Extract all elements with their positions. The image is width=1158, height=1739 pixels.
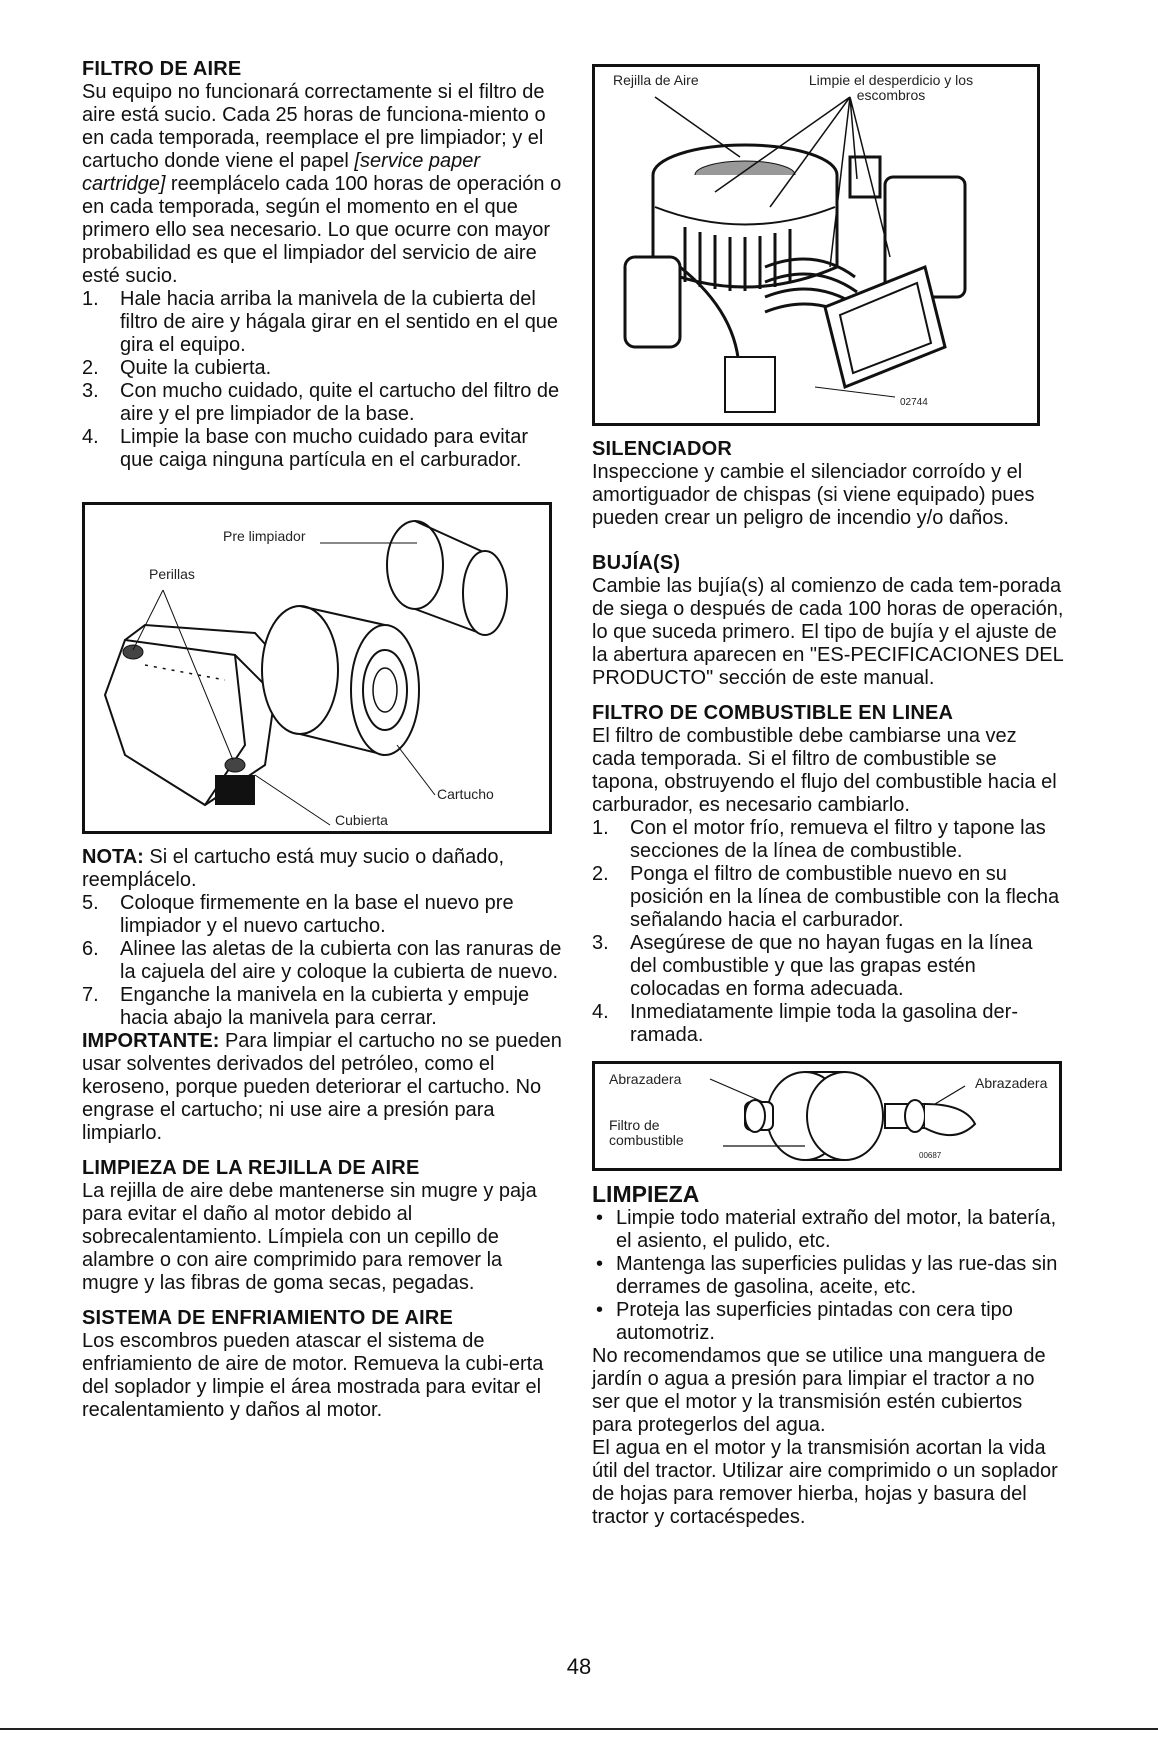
engine-figure bbox=[592, 64, 1040, 426]
section-title-filtro-aire: FILTRO DE AIRE bbox=[82, 58, 242, 80]
label-perillas: Perillas bbox=[149, 566, 195, 582]
combustible-text: El filtro de combustible debe cambiarse una vez cada temporada. Si el filtro de combustible se tapona, obstruyendo el flujo del combustible hacia el carburador, es necesario cambiarlo. bbox=[592, 725, 1057, 816]
limpieza-para-2: El agua en el motor y la transmisión acortan la vida útil del tractor. Utilizar aire comprimido o un soplador de hojas para remover hierba, hojas y basura del tractor y cortacéspedes. bbox=[592, 1437, 1058, 1528]
nota-label: NOTA: bbox=[82, 846, 144, 868]
step-text: Hale hacia arriba la manivela de la cubierta del filtro de aire y hágala girar en el sentido en el que gira el equipo. bbox=[120, 288, 559, 356]
step-text: Alinee las aletas de la cubierta con las ranuras de la cajuela del aire y coloque la cubierta de nuevo. bbox=[120, 938, 562, 983]
step-text: Con el motor frío, remueva el filtro y tapone las secciones de la línea de combustible. bbox=[630, 817, 1046, 862]
step-text: Con mucho cuidado, quite el cartucho del filtro de aire y el pre limpiador de la base. bbox=[120, 380, 560, 425]
step-number: 4. bbox=[592, 1001, 609, 1023]
list-item bbox=[592, 817, 1064, 863]
step-number: 6. bbox=[82, 938, 99, 960]
steps-list-a bbox=[82, 288, 564, 472]
label-filtro-de-combustible: Filtro de combustible bbox=[609, 1117, 684, 1148]
list-item bbox=[82, 938, 564, 984]
list-item bbox=[82, 357, 564, 380]
step-number: 1. bbox=[592, 817, 609, 839]
label-limpie-desperdicio: Limpie el desperdicio y los escombros bbox=[808, 72, 974, 103]
fuel-filter-figure bbox=[592, 1061, 1062, 1171]
nota-paragraph bbox=[82, 846, 564, 892]
list-item bbox=[82, 984, 564, 1030]
limpieza-para-1: No recomendamos que se utilice una manguera de jardín o agua a presión para limpiar el tractor a no ser que el motor y la transmisión estén cubiertos para protegerlos del agua. bbox=[592, 1345, 1046, 1436]
section-title-rejilla: LIMPIEZA DE LA REJILLA DE AIRE bbox=[82, 1157, 420, 1179]
steps-list-combustible bbox=[592, 817, 1064, 1047]
label-pre-limpiador: Pre limpiador bbox=[223, 528, 306, 544]
label-abrazadera-left: Abrazadera bbox=[609, 1071, 682, 1087]
enfriamiento-text: Los escombros pueden atascar el sistema de enfriamiento de aire de motor. Remueva la cubi-erta del soplador y limpie el área mostrada para evitar el recalentamiento y daños al motor. bbox=[82, 1330, 544, 1421]
importante-paragraph bbox=[82, 1030, 564, 1145]
step-number: 1. bbox=[82, 288, 99, 310]
list-item: • Limpie todo material extraño del motor, la batería, el asiento, el pulido, etc. bbox=[592, 1207, 1064, 1253]
importante-text: Para limpiar el cartucho no se pueden usar solventes derivados del petróleo, como el keroseno, porque pueden deteriorar el cartucho. No engrase el cartucho; ni use aire a presión para limpiarlo. bbox=[82, 1030, 562, 1144]
label-rejilla-de-aire: Rejilla de Aire bbox=[613, 72, 699, 88]
left-column bbox=[82, 58, 564, 1422]
bujias-text: Cambie las bujía(s) al comienzo de cada tem-porada de siega o después de cada 100 horas de operación, lo que suceda primero. El tipo de bujía y el ajuste de la abertura aparecen en "ES-PECIFICACIONES DEL PRODUCTO" sección de este manual. bbox=[592, 575, 1064, 689]
step-number: 5. bbox=[82, 892, 99, 914]
intro-text-1: Su equipo no funcionará correctamente si el filtro de aire está sucio. Cada 25 horas de funciona-miento o en cada temporada, reemplace el pre limpiador; y el cartucho donde viene el papel bbox=[82, 81, 546, 172]
figure-code: 00687 bbox=[919, 1151, 942, 1160]
rejilla-text: La rejilla de aire debe mantenerse sin mugre y paja para evitar el daño al motor debido al sobrecalentamiento. Límpiela con un cepillo de alambre o con aire comprimido para remover la mugre y las fibras de goma secas, pegadas. bbox=[82, 1180, 537, 1294]
figure-code: 02744 bbox=[900, 397, 928, 408]
step-number: 3. bbox=[82, 380, 99, 402]
nota-text: Si el cartucho está muy sucio o dañado, reemplácelo. bbox=[82, 846, 505, 891]
list-item bbox=[592, 1001, 1064, 1047]
step-text: Asegúrese de que no hayan fugas en la línea del combustible y que las grapas estén colocadas en forma adecuada. bbox=[630, 932, 1033, 1000]
step-number: 7. bbox=[82, 984, 99, 1006]
section-title-limpieza: LIMPIEZA bbox=[592, 1181, 700, 1207]
step-text: Quite la cubierta. bbox=[120, 357, 272, 379]
step-text: Limpie la base con mucho cuidado para evitar que caiga ninguna partícula en el carburador. bbox=[120, 426, 529, 471]
label-cubierta: Cubierta bbox=[335, 812, 388, 828]
list-item bbox=[592, 863, 1064, 932]
bottom-rule bbox=[0, 1728, 1158, 1730]
step-number: 3. bbox=[592, 932, 609, 954]
step-number: 2. bbox=[82, 357, 99, 379]
list-item bbox=[82, 892, 564, 938]
step-text: Ponga el filtro de combustible nuevo en su posición en la línea de combustible con la flecha señalando hacia el carburador. bbox=[630, 863, 1060, 931]
section-title-enfriamiento: SISTEMA DE ENFRIAMIENTO DE AIRE bbox=[82, 1307, 454, 1329]
limpieza-bullets bbox=[592, 1207, 1064, 1345]
right-column bbox=[592, 64, 1064, 1529]
steps-list-b bbox=[82, 892, 564, 1030]
section-title-silenciador: SILENCIADOR bbox=[592, 438, 732, 460]
air-filter-illustration bbox=[85, 505, 549, 831]
list-item bbox=[82, 426, 564, 472]
step-text: Inmediatamente limpie toda la gasolina der-ramada. bbox=[630, 1001, 1018, 1046]
intro-italic: [service paper cartridge] bbox=[82, 150, 481, 195]
silenciador-text: Inspeccione y cambie el silenciador corroído y el amortiguador de chispas (si viene equipado) pues pueden crear un peligro de incendio y/o daños. bbox=[592, 461, 1035, 529]
filtro-aire-intro bbox=[82, 81, 564, 288]
label-abrazadera-right: Abrazadera bbox=[975, 1075, 1048, 1091]
page-number: 48 bbox=[566, 1654, 592, 1679]
list-item bbox=[592, 932, 1064, 1001]
importante-label: IMPORTANTE: bbox=[82, 1030, 220, 1052]
list-item bbox=[82, 288, 564, 357]
air-filter-figure bbox=[82, 502, 552, 834]
step-text: Coloque firmemente en la base el nuevo pre limpiador y el nuevo cartucho. bbox=[120, 892, 514, 937]
list-item: • Mantenga las superficies pulidas y las rue-das sin derrames de gasolina, aceite, etc. bbox=[592, 1253, 1064, 1299]
intro-text-2: reemplácelo cada 100 horas de operación o en cada temporada, según el momento en el que primero ello sea necesario. Lo que ocurre con mayor probabilidad es que el limpiador del servicio de aire esté sucio. bbox=[82, 173, 562, 287]
section-title-combustible: FILTRO DE COMBUSTIBLE EN LINEA bbox=[592, 702, 954, 724]
step-text: Enganche la manivela en la cubierta y empuje hacia abajo la manivela para cerrar. bbox=[120, 984, 530, 1029]
step-number: 2. bbox=[592, 863, 609, 885]
step-number: 4. bbox=[82, 426, 99, 448]
list-item bbox=[82, 380, 564, 426]
section-title-bujias: BUJÍA(S) bbox=[592, 552, 681, 574]
engine-illustration bbox=[595, 67, 1037, 423]
list-item: • Proteja las superficies pintadas con cera tipo automotriz. bbox=[592, 1299, 1064, 1345]
label-cartucho: Cartucho bbox=[437, 786, 494, 802]
